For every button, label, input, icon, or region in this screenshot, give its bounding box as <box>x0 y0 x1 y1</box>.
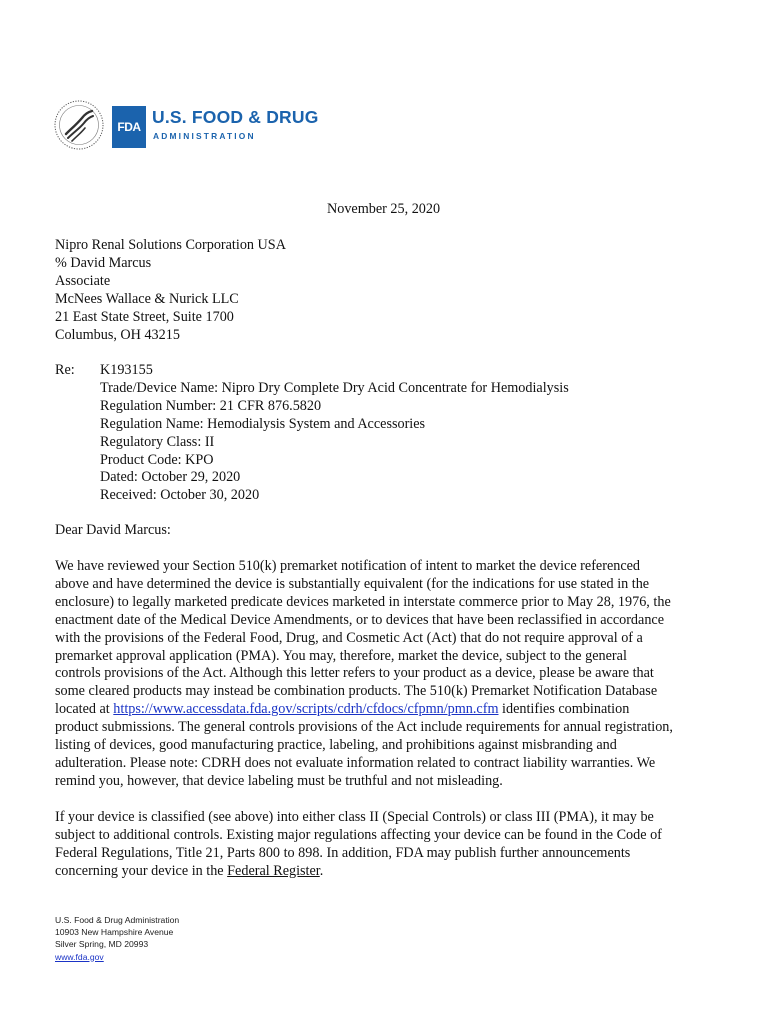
link-suffix: identifies combination <box>498 701 630 718</box>
re-line: Regulation Number: 21 CFR 876.5820 <box>100 397 322 414</box>
paragraph-line: If your device is classified (see above) into either class II (Special Controls) or class III (PMA), it may be <box>55 809 654 825</box>
re-line: Product Code: KPO <box>100 451 214 468</box>
address-line: 21 East State Street, Suite 1700 <box>55 308 234 325</box>
footer-line: 10903 New Hampshire Avenue <box>55 927 174 938</box>
re-line: Regulation Name: Hemodialysis System and Accessories <box>100 415 426 432</box>
paragraph-line: enclosure) to legally marketed predicate devices marketed in interstate commerce prior to May 28, 1976, the <box>55 593 671 610</box>
hhs-seal-icon <box>52 98 106 152</box>
footer-line: U.S. Food & Drug Administration <box>55 915 180 925</box>
paragraph-line: enactment date of the Medical Device Amendments, or to devices that have been reclassified in accordance <box>55 611 665 628</box>
last-line-prefix: concerning your device in the <box>55 862 228 879</box>
paragraph-line: premarket approval application (PMA). You may, therefore, market the device, subject to the general <box>55 647 627 664</box>
re-label: Re: <box>55 362 75 378</box>
paragraph-line: some cleared products may instead be combination products. The 510(k) Premarket Notification Database <box>55 683 658 700</box>
paragraph-line: subject to additional controls. Existing major regulations affecting your device can be found in the Code of <box>55 826 662 843</box>
address-line: Columbus, OH 43215 <box>55 326 180 343</box>
paragraph-line: with the provisions of the Federal Food, Drug, and Cosmetic Act (Act) that do not require approval of a <box>55 629 643 646</box>
re-line: Trade/Device Name: Nipro Dry Complete Dry Acid Concentrate for Hemodialysis <box>100 379 569 396</box>
re-line: Regulatory Class: II <box>100 433 215 450</box>
federal-register-reference: Federal Register <box>227 862 320 879</box>
paragraph-line: Federal Regulations, Title 21, Parts 800 to 898. In addition, FDA may publish further announcements <box>55 844 631 861</box>
paragraph-line: above and have determined the device is substantially equivalent (for the indications for use stated in the <box>55 575 650 592</box>
paragraph-line: adulteration. Please note: CDRH does not evaluate information related to contract liability warranties. We <box>55 754 656 771</box>
address-line: % David Marcus <box>55 254 152 271</box>
address-line: Nipro Renal Solutions Corporation USA <box>55 237 286 253</box>
paragraph-line: listing of devices, good manufacturing practice, labeling, and prohibitions against misbranding and <box>55 737 617 754</box>
re-line: K193155 <box>100 362 153 378</box>
fda-mark: FDA <box>112 106 146 148</box>
recipient-address <box>55 237 286 344</box>
paragraph-line <box>55 863 720 881</box>
pmn-database-link[interactable]: https://www.accessdata.fda.gov/scripts/cdrh/cfdocs/cfpmn/pmn.cfm <box>113 701 499 718</box>
re-block <box>100 362 569 505</box>
re-line: Received: October 30, 2020 <box>100 487 260 504</box>
paragraph-line: controls provisions of the Act. Although this letter refers to your product as a device, please be aware that <box>55 665 654 682</box>
footer-line: Silver Spring, MD 20993 <box>55 939 149 950</box>
last-line-suffix: . <box>319 862 324 879</box>
body-paragraph-1 <box>55 558 720 791</box>
paragraph-line: remind you, however, that device labeling must be truthful and not misleading. <box>55 772 503 789</box>
link-prefix: located at <box>55 701 114 718</box>
fda-website-link[interactable]: www.fda.gov <box>55 951 104 962</box>
body-paragraph-2 <box>55 809 720 881</box>
re-line: Dated: October 29, 2020 <box>100 469 241 486</box>
agency-name: U.S. FOOD & DRUG <box>152 107 319 127</box>
address-line: Associate <box>55 272 111 289</box>
paragraph-line: product submissions. The general controls provisions of the Act include requirements for annual registration, <box>55 719 673 736</box>
paragraph-line-with-link <box>55 701 720 719</box>
salutation: Dear David Marcus: <box>55 522 171 538</box>
letter-date: November 25, 2020 <box>327 201 441 217</box>
paragraph-line: We have reviewed your Section 510(k) premarket notification of intent to market the device referenced <box>55 558 641 574</box>
agency-subtitle: ADMINISTRATION <box>153 131 256 141</box>
address-line: McNees Wallace & Nurick LLC <box>55 290 239 307</box>
footer-address <box>55 914 179 963</box>
